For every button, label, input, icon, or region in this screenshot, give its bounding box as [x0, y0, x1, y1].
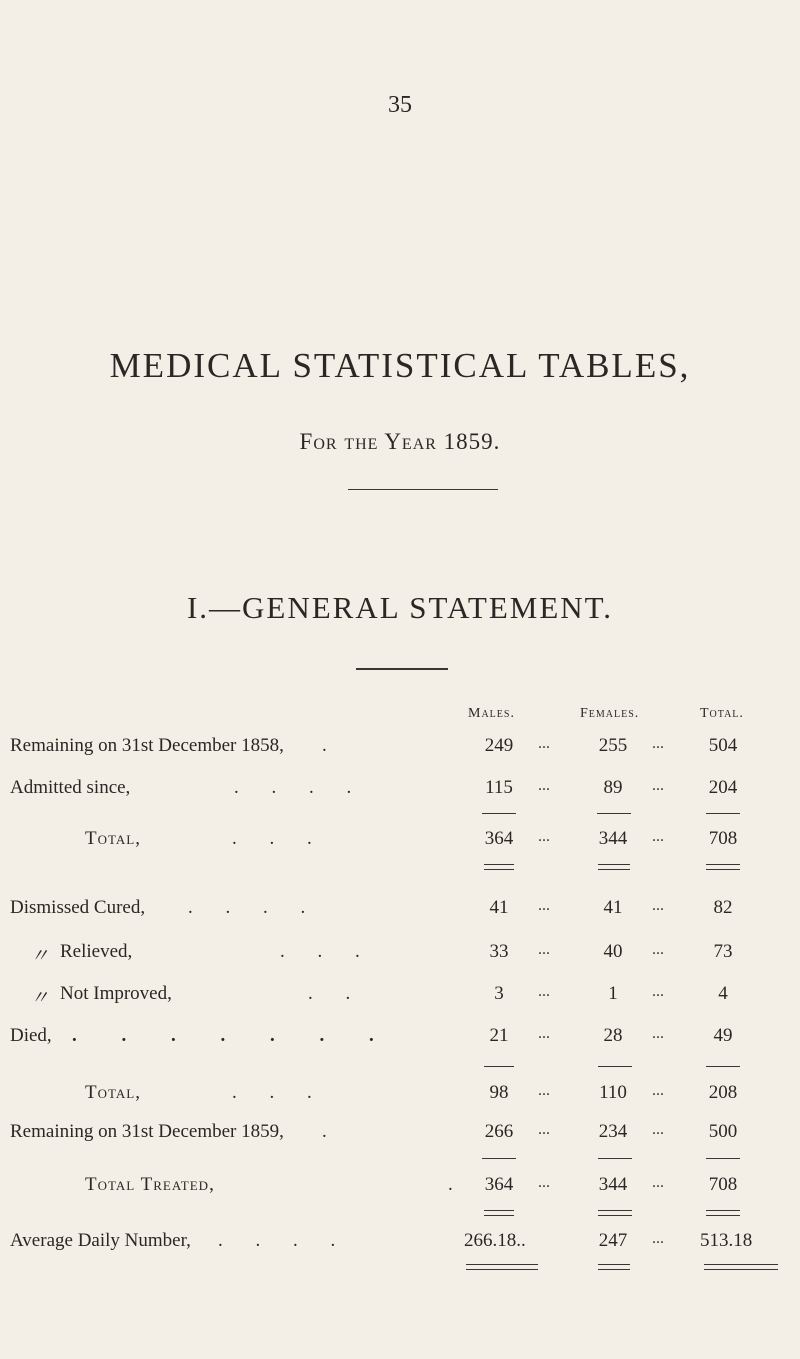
row-leader: . . .	[232, 1082, 326, 1103]
sum-rule	[598, 1158, 632, 1159]
column-header-females: Females.	[580, 706, 640, 721]
table-row	[0, 897, 800, 927]
dot-leader: ...	[652, 1174, 664, 1191]
total-value: 4	[718, 983, 728, 1004]
double-rule	[598, 864, 630, 870]
table-row	[0, 1121, 800, 1151]
dot-leader: ...	[652, 1025, 664, 1042]
total-value: 500	[708, 1121, 738, 1142]
females-value: 247	[598, 1230, 628, 1251]
sum-rule	[482, 813, 516, 814]
total-value: 208	[708, 1082, 738, 1103]
row-label: Remaining on 31st December 1858,	[10, 735, 284, 756]
row-label: Not Improved,	[60, 983, 172, 1004]
sum-rule	[598, 1066, 632, 1067]
females-value: 110	[599, 1082, 627, 1103]
main-title: MEDICAL STATISTICAL TABLES,	[109, 346, 691, 385]
dot-leader: ...	[652, 777, 664, 794]
table-row	[0, 735, 800, 765]
males-value: 41	[489, 897, 509, 918]
row-leader: .	[322, 735, 327, 756]
total-value: 513.18	[700, 1230, 753, 1251]
subtitle: For the Year 1859.	[299, 429, 501, 454]
row-label: Total,	[85, 828, 141, 849]
double-rule	[704, 1264, 778, 1270]
sum-rule	[706, 1066, 740, 1067]
males-value: 115	[485, 777, 513, 798]
page-number: 35	[388, 92, 412, 118]
dot-leader: ...	[538, 983, 550, 1000]
double-rule	[466, 1264, 538, 1270]
dot-leader: ...	[538, 897, 550, 914]
total-value: 204	[708, 777, 738, 798]
males-value: 364	[484, 1174, 514, 1195]
double-rule	[598, 1264, 630, 1270]
total-value: 504	[708, 735, 738, 756]
males-value: 364	[484, 828, 514, 849]
total-value: 708	[708, 828, 738, 849]
females-value: 234	[598, 1121, 628, 1142]
females-value: 344	[598, 828, 628, 849]
column-header-males: Males.	[468, 706, 515, 721]
males-value: 98	[489, 1082, 509, 1103]
row-label: Dismissed Cured,	[10, 897, 146, 918]
table-row	[0, 1174, 800, 1204]
column-header-total: Total.	[700, 706, 744, 721]
total-value: 82	[713, 897, 733, 918]
males-value: 33	[489, 941, 509, 962]
double-rule	[484, 864, 514, 870]
row-leader: . . . .	[234, 777, 366, 798]
section-title: I.—GENERAL STATEMENT.	[186, 590, 614, 625]
males-value: 21	[489, 1025, 509, 1046]
females-value: 89	[603, 777, 623, 798]
dot-leader: ...	[652, 1082, 664, 1099]
row-label: Total Treated,	[85, 1174, 215, 1195]
row-label: Admitted since,	[10, 777, 131, 798]
dot-leader: ...	[652, 1230, 664, 1247]
females-value: 41	[603, 897, 623, 918]
ditto-mark: 〃	[30, 946, 50, 967]
table-row	[0, 777, 800, 807]
dot-leader: ...	[652, 735, 664, 752]
ditto-mark: 〃	[30, 988, 50, 1009]
row-leader: . . . .	[188, 897, 320, 918]
row-leader: .	[448, 1174, 453, 1195]
dot-leader: ...	[538, 828, 550, 845]
females-value: 28	[603, 1025, 623, 1046]
total-value: 49	[713, 1025, 733, 1046]
row-leader: . . .	[232, 828, 326, 849]
row-label: Average Daily Number,	[10, 1230, 191, 1251]
double-rule	[598, 1210, 632, 1216]
table-row	[0, 828, 800, 858]
section-rule	[356, 668, 448, 670]
row-leader: . . .	[280, 941, 374, 962]
double-rule	[706, 1210, 740, 1216]
dot-leader: ...	[538, 1082, 550, 1099]
row-leader: . . . .	[218, 1230, 350, 1251]
dot-leader: ...	[652, 1121, 664, 1138]
dot-leader: ...	[538, 1121, 550, 1138]
dot-leader: ...	[652, 897, 664, 914]
row-leader: . . . . . . .	[72, 1025, 394, 1046]
table-row	[0, 1025, 800, 1055]
males-value: 3	[494, 983, 504, 1004]
sum-rule	[597, 813, 631, 814]
dot-leader: ...	[652, 941, 664, 958]
table-row	[0, 941, 800, 971]
females-value: 1	[608, 983, 618, 1004]
table-row	[0, 983, 800, 1013]
row-label: Total,	[85, 1082, 141, 1103]
total-value: 73	[713, 941, 733, 962]
total-value: 708	[708, 1174, 738, 1195]
dot-leader: ...	[538, 1025, 550, 1042]
females-value: 40	[603, 941, 623, 962]
row-label: Remaining on 31st December 1859,	[10, 1121, 284, 1142]
sum-rule	[706, 1158, 740, 1159]
dot-leader: ...	[538, 777, 550, 794]
females-value: 255	[598, 735, 628, 756]
row-label: Died,	[10, 1025, 52, 1046]
row-leader: . .	[308, 983, 365, 1004]
sum-rule	[484, 1066, 514, 1067]
row-leader: .	[322, 1121, 327, 1142]
males-value: 266	[484, 1121, 514, 1142]
double-rule	[706, 864, 740, 870]
table-row	[0, 1230, 800, 1260]
males-value: 266.18..	[464, 1230, 526, 1251]
dot-leader: ...	[538, 941, 550, 958]
table-row	[0, 1082, 800, 1112]
sum-rule	[482, 1158, 516, 1159]
dot-leader: ...	[538, 735, 550, 752]
dot-leader: ...	[652, 983, 664, 1000]
dot-leader: ...	[538, 1174, 550, 1191]
females-value: 344	[598, 1174, 628, 1195]
dot-leader: ...	[652, 828, 664, 845]
double-rule	[484, 1210, 514, 1216]
males-value: 249	[484, 735, 514, 756]
sum-rule	[706, 813, 740, 814]
row-label: Relieved,	[60, 941, 133, 962]
title-rule	[348, 489, 498, 490]
